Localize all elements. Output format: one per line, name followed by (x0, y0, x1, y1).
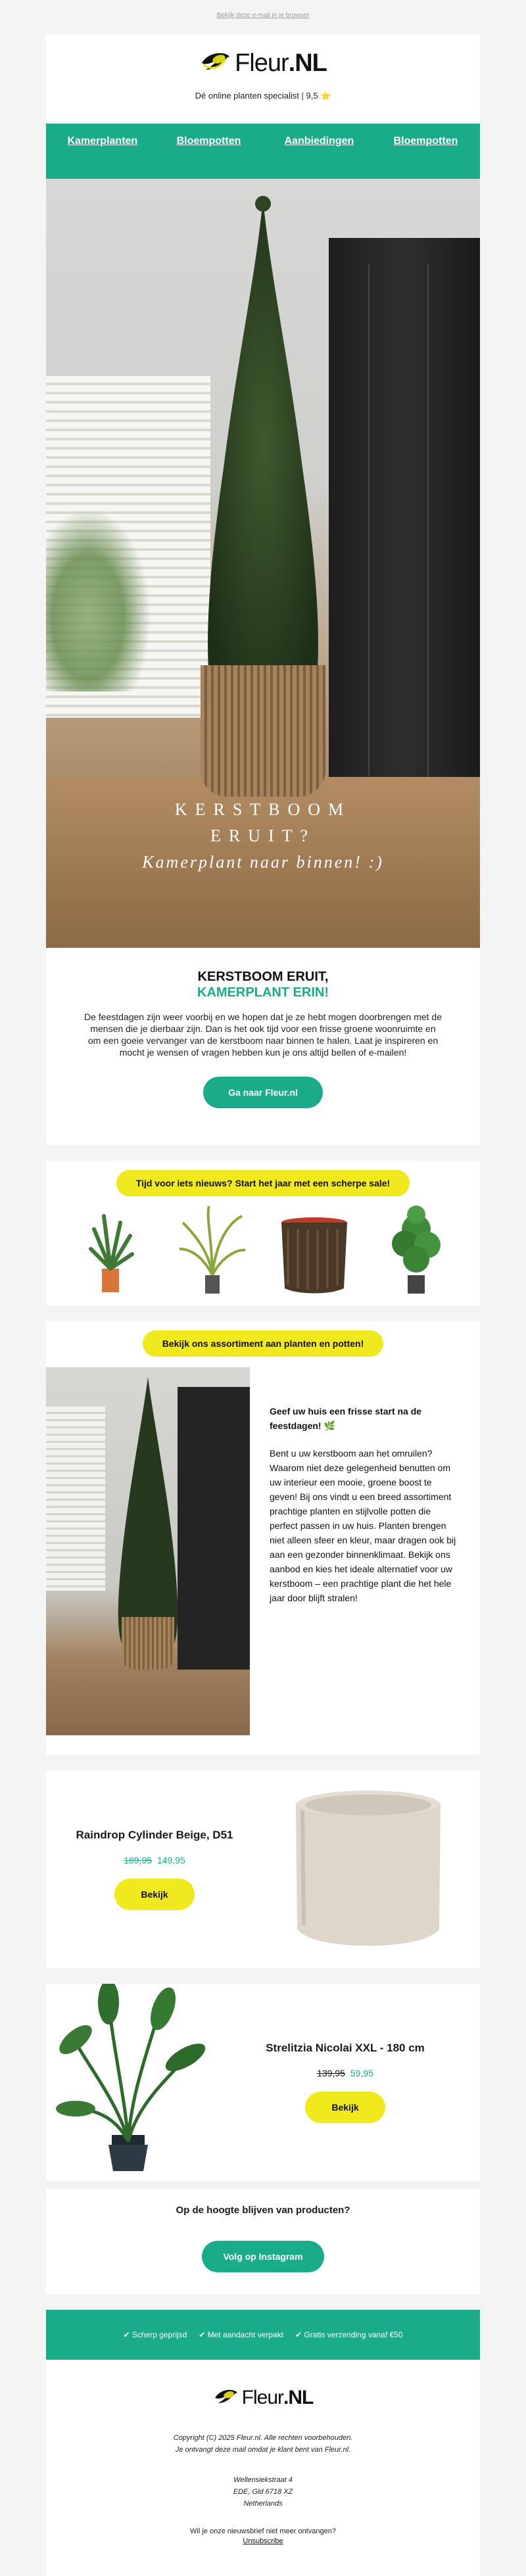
header (46, 34, 480, 124)
footer-logo[interactable] (213, 2379, 314, 2416)
footer-question: Wil je onze nieuwsbrief niet meer ontvangen? (190, 2527, 336, 2535)
assortment-section (46, 1321, 480, 1755)
spacer (46, 2181, 480, 2189)
intro-title: KERSTBOOM ERUIT, (197, 970, 329, 984)
intro-body: De feestdagen zijn weer voorbij en we hopen dat je ze hebt mogen doorbrengen met de mensen die je dierbaar zijn. Dan is het ook tijd voor een frisse groene woonruimte en om een goeie vervanger van de kerstboom naar binnen te halen. Laat je inspireren en mocht je wensen of vragen hebben kun je ons altijd bellen of e-mailen! (84, 1012, 442, 1058)
instagram-section (46, 2189, 480, 2294)
hero-image[interactable] (46, 179, 480, 948)
old-price: 189,95 (124, 1855, 153, 1865)
footer-copyright: Copyright (C) 2025 Fleur.nl. Alle rechten voorbehouden. (173, 2434, 353, 2442)
product-price (210, 2068, 480, 2078)
assortment-paragraph: Bent u uw kerstboom aan het omruilen? Waarom niet deze gelegenheid benutten om uw interieur een mooie, groene boost te geven! Bij ons vindt u een breed assortiment prachtige planten en stijlvolle potten die perfect passen in uw huis. Planten brengen niet alleen sfeer en kleur, maar dragen ook bij aan een gezonder binnenklimaat. Bekijk ons aanbod en kies het ideale alternatief voor uw kerstboom – een prachtige plant die het hele jaar door blijft stralen! (270, 1448, 456, 1603)
spacer (46, 1755, 480, 1771)
assortment-pill-button[interactable]: Bekijk ons assortiment aan planten en potten! (143, 1330, 384, 1357)
product-info (210, 2042, 480, 2123)
leaf-logo-icon (199, 50, 232, 76)
hero-pot (201, 665, 325, 797)
product-image-pot[interactable] (263, 1771, 480, 1968)
product-price (46, 1855, 263, 1865)
product-image-1[interactable] (74, 1203, 147, 1295)
logo-text: Fleur.NL (241, 2387, 314, 2408)
nav-item-bloempotten[interactable]: Bloempotten (176, 135, 241, 147)
nav-item-kamerplanten[interactable]: Kamerplanten (67, 135, 138, 147)
product-image-row (46, 1203, 480, 1295)
footer-address-2: EDE, Gld 6718 XZ (233, 2488, 293, 2496)
hero-text (46, 797, 480, 876)
spacer (46, 1145, 480, 1161)
footer-reason: Je ontvangt deze mail omdat je klant bent van Fleur.nl. (175, 2446, 351, 2454)
email-container (46, 34, 480, 2576)
logo-text: Fleur.NL (235, 49, 327, 77)
footer-address-3: Netherlands (243, 2500, 283, 2508)
go-to-fleur-button[interactable]: Ga naar Fleur.nl (203, 1077, 323, 1108)
tagline: Dé online planten specialist | 9,5 ⭐ (195, 91, 331, 101)
assortment-lead: Geef uw huis een frisse start na de feestdagen! 🌿 (270, 1406, 422, 1431)
assortment-body (46, 1367, 480, 1735)
product-image-3[interactable] (278, 1203, 350, 1295)
webview-link[interactable]: Bekijk deze e-mail in je browser (216, 12, 310, 19)
sale-section (46, 1161, 480, 1305)
product-image-2[interactable] (176, 1203, 249, 1295)
nav-item-aanbiedingen[interactable]: Aanbiedingen (284, 135, 354, 147)
instagram-title: Op de hoogte blijven van producten? (176, 2205, 350, 2216)
hero-line-1: KERSTBOOM (174, 800, 352, 819)
usp-item: ✔ Scherp geprijsd (123, 2330, 187, 2339)
sale-pill-button[interactable]: Tijd voor iets nieuws? Start het jaar met een scherpe sale! (116, 1170, 410, 1196)
hero-line-2: ERUIT? (210, 826, 316, 845)
nav-item-bloempotten-2[interactable]: Bloempotten (393, 135, 458, 147)
assortment-text (250, 1367, 480, 1735)
follow-instagram-button[interactable]: Volg op Instagram (202, 2241, 323, 2272)
product-image-4[interactable] (380, 1203, 452, 1295)
usp-item: ✔ Met aandacht verpakt (199, 2330, 284, 2339)
view-product-button[interactable]: Bekijk (305, 2092, 385, 2123)
product-name: Strelitzia Nicolai XXL - 180 cm (266, 2042, 425, 2054)
spacer (46, 1968, 480, 1984)
view-product-button[interactable]: Bekijk (114, 1879, 194, 1910)
leaf-logo-icon (213, 2387, 239, 2408)
brand-logo[interactable] (199, 45, 327, 82)
product-card-1 (46, 1771, 480, 1968)
product-image-strelitzia[interactable] (46, 1984, 210, 2181)
footer (46, 2360, 480, 2576)
usp-bar (46, 2310, 480, 2360)
footer-address-1: Wellensiekstraat 4 (233, 2476, 293, 2484)
product-info (46, 1829, 263, 1910)
intro-subtitle: KAMERPLANT ERIN! (197, 985, 329, 1000)
intro-section (46, 948, 480, 1145)
webview-bar (0, 0, 526, 34)
usp-item: ✔ Gratis verzending vanaf €50 (295, 2330, 403, 2339)
old-price: 139,95 (317, 2068, 345, 2078)
new-price: 59,95 (350, 2068, 373, 2078)
unsubscribe-link[interactable]: Unsubscribe (243, 2537, 283, 2545)
hero-line-3: Kamerplant naar binnen! :) (142, 853, 384, 872)
product-name: Raindrop Cylinder Beige, D51 (76, 1829, 233, 1841)
main-nav (46, 124, 480, 179)
new-price: 149,95 (156, 1855, 185, 1865)
spacer (46, 2294, 480, 2310)
assortment-image[interactable] (46, 1367, 250, 1735)
spacer (46, 1305, 480, 1321)
product-card-2 (46, 1984, 480, 2181)
